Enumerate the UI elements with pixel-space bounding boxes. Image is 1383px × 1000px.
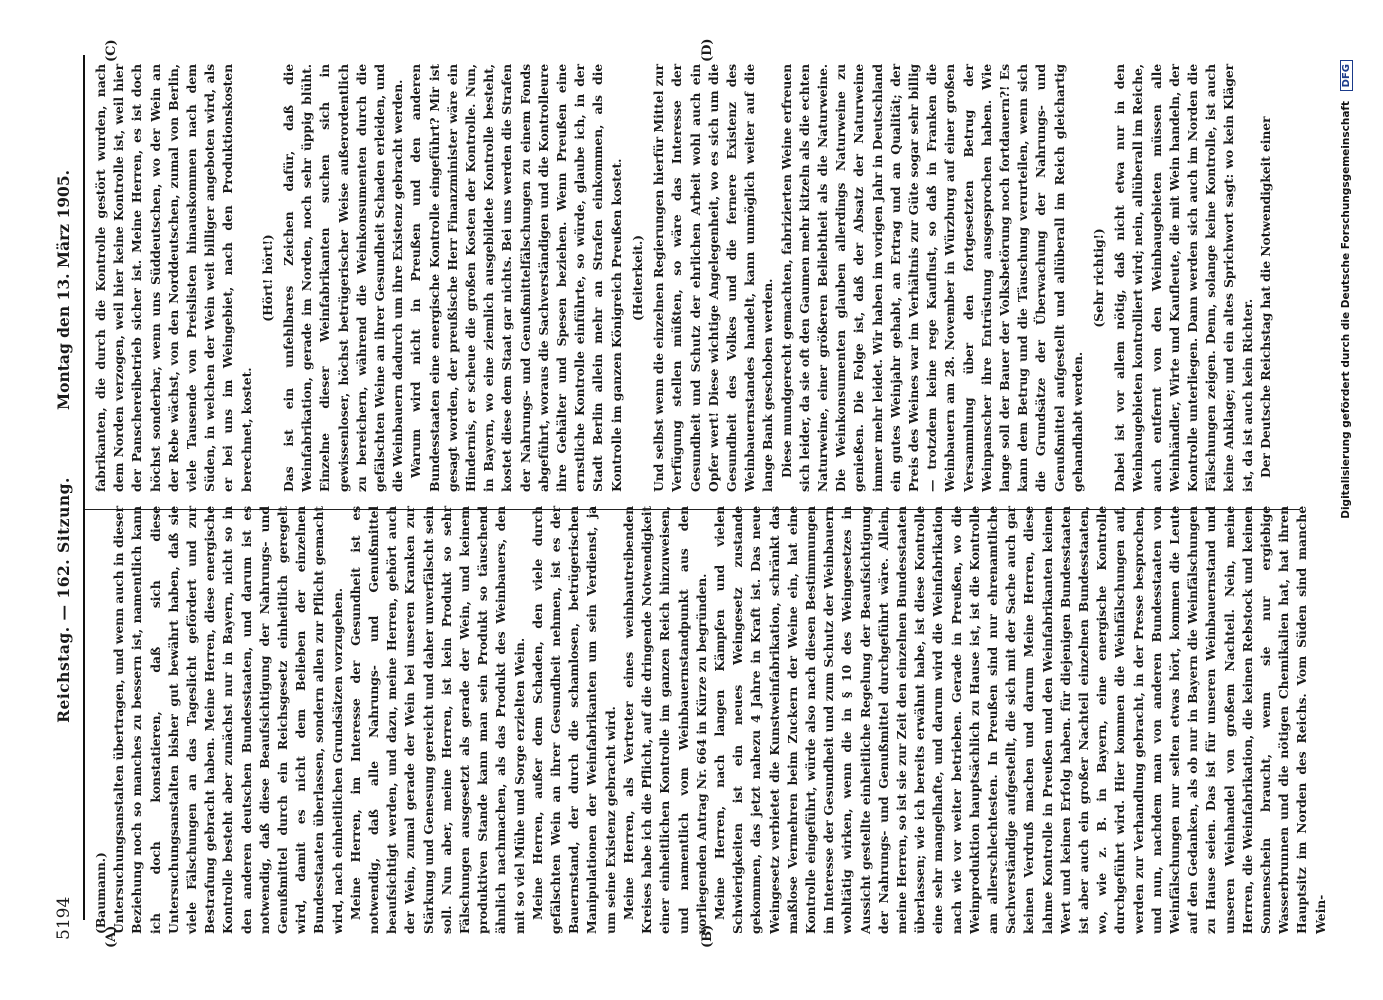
page-number: 5194	[54, 896, 74, 940]
paragraph: Dabei ist vor allem nötig, daß nicht etwa nur in den Weinbaugebieten kontrolliert wird; nein, allüberall im Reiche, auch entfernt von den Weinbaugebieten müssen alle Weinhändler, Wirte und Kaufleute, die mit Wein handeln, der Kontrolle unterliegen. Dann werden sich auch im Norden die Fälschungen zeigen. Denn, solange keine Kontrolle, ist auch keine Anklage; und ein altes Sprichwort sagt: wo kein Kläger ist, da ist auch kein Richter.	[1112, 64, 1255, 492]
interjection: (Heiterkeit.)	[629, 234, 645, 322]
paragraph: Warum wird nicht in Preußen und den anderen Bundesstaaten eine energische Kontrolle eingeführt? Mir ist gesagt worden, der preußische Herr Finanzminister wäre ein Hindernis, er scheue die großen Kosten der Kontrolle. Nun, in Bayern, wo eine ziemlich ausgebildete Kontrolle besteht, kostet diese dem Staat gar nichts. Bei uns werden die Strafen der Nahrungs- und Genußmittelfälschungen zu einem Fonds abgeführt, woraus die Sachverständigen und die Kontrolleure ihre Gehälter und Spesen beziehen. Wenn Preußen eine ernstliche Kontrolle einführte, so würde, glaube ich, in der Stadt Berlin allein mehr an Strafen einkommen, als die Kontrolle im ganzen Königreich Preußen kostet.	[408, 64, 624, 492]
margin-mark-b: (B)	[700, 924, 715, 948]
digitization-credit	[1340, 60, 1353, 940]
interjection: (Sehr richtig!)	[1090, 228, 1106, 328]
paragraph: Diese mundgerecht gemachten, fabrizierten Weine erfreuen sich leider, da sie oft den Gaumen mehr kitzeln als die echten Naturweine, einer größeren Beliebtheit als die Naturweine. Die Weinkonsumenten glauben allerdings Naturweine zu genießen. Die Folge ist, daß der Absatz der Naturweine immer mehr leidet. Wir haben im vorigen Jahr in Deutschland ein gutes Weinjahr gehabt, an Ertrag und an Qualität; der Preis des Weines war im Verhältnis zur Güte sogar sehr billig — trotzdem keine rege Kauflust, so daß in Franken die Weinbauern am 28. November in Würzburg auf einer großen Versammlung über den fortgesetzten Betrug der Weinpanscher ihre Entrüstung ausgesprochen haben. Wie lange soll der Bauer der Volksbetörung noch fortdauern?! Es kann dem Betrug und die Täuschung verurteilen, wenn sich die Grundsätze der Überwachung der Nahrungs- und Genußmittel aufgestellt und allüberall im Reich gleichartig gehandhabt werden.	[778, 64, 1085, 492]
page-header	[50, 55, 76, 940]
margin-mark-a: (A)	[104, 925, 119, 948]
paragraph: Meine Herren, außer dem Schaden, den viele durch gefälschten Wein an ihrer Gesundheit nehmen, ist es der Bauernstand, der durch die schamlosen, betrügerischen Manipulationen der Weinfabrikanten um sein Verdienst, ja um seine Existenz gebracht wird.	[529, 506, 618, 934]
paragraph: Das ist ein unfehlbares Zeichen dafür, daß die Weinfabrikation, gerade im Norden, noch sehr üppig blüht. Einzelne dieser Weinfabrikanten suchen sich in gewissenloser, höchst betrügerischer Weise außerordentlich zu bereichern, während die Weinkonsumenten durch die gefälschten Weine an ihrer Gesundheit Schaden erleiden, und die Weinbauern dadurch um ihre Existenz gebracht werden.	[281, 64, 406, 492]
paragraph: Meine Herren, nach langen Kämpfen und vielen Schwierigkeiten ist ein neues Weingesetz zustande gekommen, das jetzt nahezu 4 Jahre in Kraft ist. Das neue Weingesetz verbietet die Kunstweinfabrikation, schränkt das maßlose Vermehren beim Zuckern der Weine ein, hat eine Kontrolle eingeführt, würde also nach diesen Bestimmungen im Interesse der Gesundheit und zum Schutz der Weinbauern wohltätig wirken, wenn die in § 10 des Weingesetzes in Aussicht gestellte einheitliche Regelung der Beaufsichtigung der Nahrungs- und Genußmittel durchgeführt wäre. Allein, meine Herren, so ist sie zur Zeit den einzelnen Bundesstaaten überlassen; wie ich bereits erwähnt habe, ist diese Kontrolle eine sehr mangelhafte, und darum wird die Weinfabrikation nach wie vor weiter betrieben. Gerade in Preußen, wo die Weinproduktion hauptsächlich zu Hause ist, ist die Kontrolle am allerschlechtesten. In Preußen sind nur ehrenamtliche Sachverständige aufgestellt, die sich mit der Sache auch gar keinen Verdruß machen und darum Meine Herren, diese lahme Kontrolle in Preußen und den Weinfabrikanten keinen Wert und keinen Erfolg haben. für diejenigen Bundesstaaten ist aber auch ein großer Nachteil einzelnen Bundesstaaten, wo, wie z. B. in Bayern, eine energische Kontrolle durchgeführt wird. Hier kommen die Weinfälschungen auf, werden zur Verhandlung gebracht, in der Presse besprochen, und nun, nachdem man von anderen Bundesstaaten von Weinfälschungen nur selten etwas hört, kommen die Leute auf den Gedanken, als ob nur in Bayern die Weinfälschungen zu Hause seien. Das ist für unseren Weinbauernstand und unseren Weinhandel von großem Nachteil. Nein, meine Herren, die Weinfabrikation, die keinen Rebstock und keinen Sonnenschein braucht, wenn sie nur ergiebige Wasserbrunnen und die nötigen Chemikalien hat, hat ihren Hauptsitz im Norden des Reichs. Vom Süden sind manche Wein-	[711, 506, 1328, 934]
session-title: Reichstag. — 162. Sitzung.	[54, 477, 73, 723]
dfg-logo: DFG	[1340, 60, 1353, 91]
paragraph: Der Deutsche Reichstag hat die Notwendigkeit einer	[1257, 116, 1273, 478]
paragraph: Meine Herren, im Interesse der Gesundheit ist es notwendig, daß alle Nahrungs- und Genußmittel beaufsichtigt werden, und dazu, meine Herren, gehört auch der Wein, zumal gerade der Wein bei unseren Kranken zur Stärkung und Genesung gereicht und daher unverfälscht sein soll. Nun aber, meine Herren, ist kein Produkt so sehr Fälschungen ausgesetzt als gerade der Wein, und keinem produktiven Stande kann man sein Produkt so täuschend ähnlich nachmachen, als das Produkt des Weinbauers, den mit so viel Mühe und Sorge erzielten Wein.	[347, 506, 527, 934]
margin-mark-c: (C)	[104, 39, 119, 62]
paragraph: Meine Herren, als Vertreter eines weinbautreibenden Kreises habe ich die Pflicht, auf die dringende Notwendigkeit einer einheitlichen Kontrolle im ganzen Reich hinzuweisen, und namentlich vom Weinbauernstandpunkt aus den vorliegenden Antrag Nr. 664 in Kürze zu begründen.	[620, 506, 709, 934]
paragraph: Und selbst wenn die einzelnen Regierungen hierfür Mittel zur Verfügung stellen müßten, so wäre das Interesse der Gesundheit und Schutz der ehrlichen Arbeit wohl auch ein Opfer wert! Diese wichtige Angelegenheit, wo es sich um die Gesundheit des Volkes und die fernere Existenz des Weinbauernstandes handelt, kann unmöglich weiter auf die lange Bank geschoben werden.	[651, 64, 776, 492]
session-date: Montag den 13. März 1905.	[54, 169, 73, 411]
header-rule	[83, 55, 85, 920]
left-column	[92, 506, 1330, 934]
paragraph: fabrikanten, die durch die Kontrolle gestört wurden, nach dem Norden verzogen, weil hier keine Kontrolle ist, weil hier der Panschereibetrieb sicher ist. Meine Herren, es ist doch höchst sonderbar, wenn uns Süddeutschen, wo der Wein an der Rebe wächst, von den Norddeutschen, zumal von Berlin, viele Tausende von Preislisten hinauskommen nach dem Süden, in welchen der Wein weit billiger angeboten wird, als er bei uns im Weingebiet, nach den Produktionskosten berechnet, kostet.	[93, 64, 254, 492]
interjection: (Hört! hört!)	[259, 234, 275, 322]
right-column	[92, 64, 1275, 492]
paragraph: Untersuchungsanstalten übertragen, und wenn auch in dieser Beziehung noch so manches zu bessern ist, namentlich kann ich doch konstatieren, daß sich diese Untersuchungsanstalten bisher gut bewährt haben, daß sie viele Fälschungen an das Tageslicht gefördert und zur Bestrafung gebracht haben. Meine Herren, diese energische Kontrolle besteht aber zunächst nur in Bayern, nicht so in den anderen deutschen Bundesstaaten, und darum ist es notwendig, daß diese Beaufsichtigung der Nahrungs- und Genußmittel durch ein Reichsgesetz einheitlich geregelt wird, damit es nicht dem Belieben der einzelnen Bundesstaaten überlassen, sondern allen zur Pflicht gemacht wird, nach einheitlichen Grundsätzen vorzugehen.	[111, 506, 345, 934]
margin-mark-d: (D)	[700, 38, 715, 62]
speaker-label: (Baumann.)	[93, 852, 108, 934]
credit-text: Digitalisierung gefördert durch die Deutsche Forschungsgemeinschaft	[1340, 101, 1352, 519]
